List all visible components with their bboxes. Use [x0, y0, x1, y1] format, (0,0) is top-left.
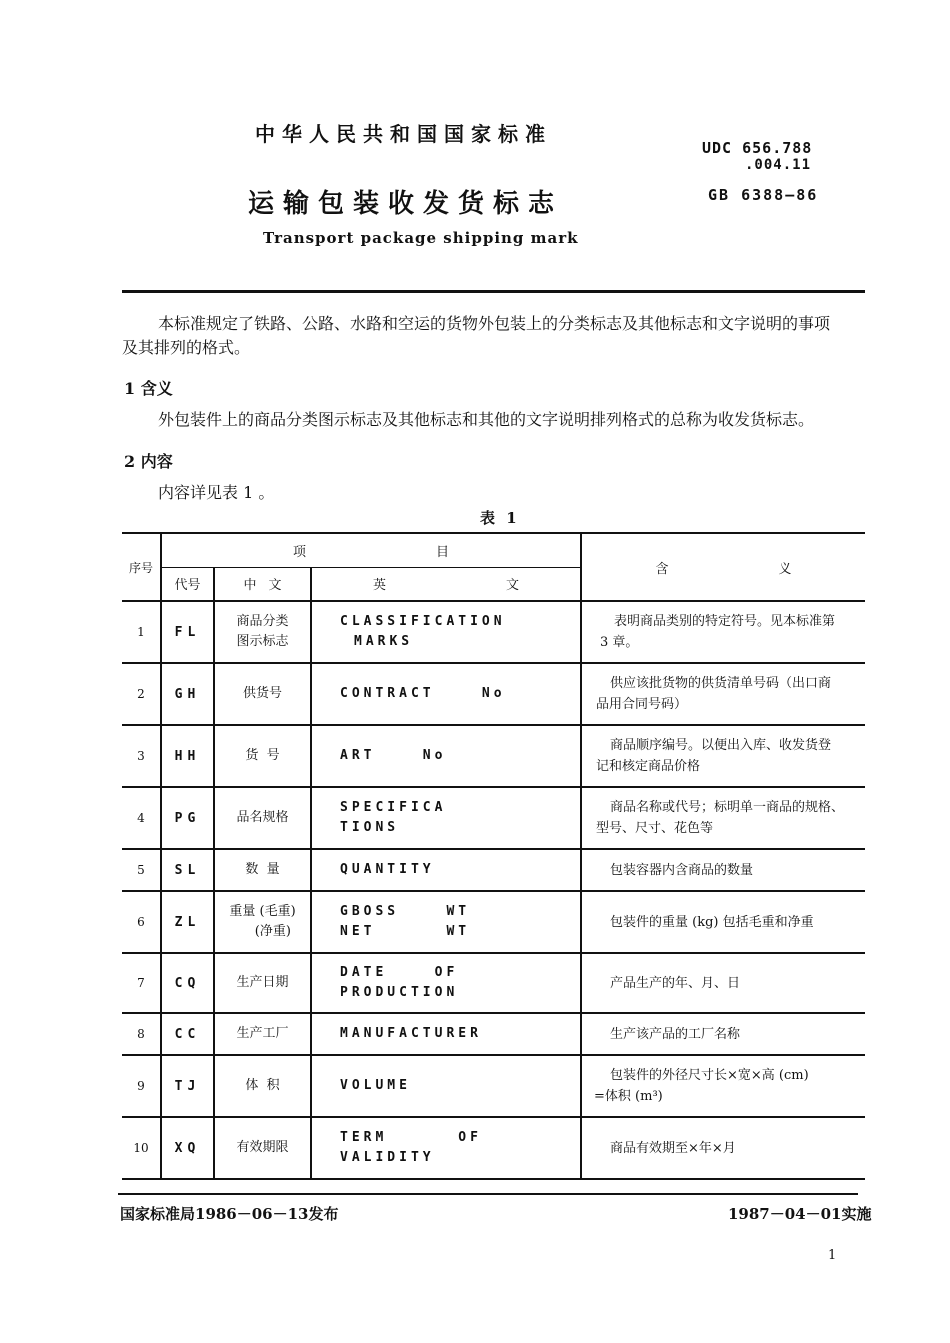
row-en: GBOSS WT NET WT: [311, 891, 581, 953]
row-seq: 6: [122, 891, 161, 953]
row-code: GH: [161, 663, 214, 725]
row-en: SPECIFICA TIONS: [311, 787, 581, 849]
row-seq: 4: [122, 787, 161, 849]
table-row: [122, 787, 865, 849]
table-row: [122, 953, 865, 1013]
row-cn: 商品分类 图示标志: [214, 601, 311, 663]
row-en: DATE OF PRODUCTION: [311, 953, 581, 1013]
row-meaning: 商品名称或代号；标明单一商品的规格、 型号、尺寸、花色等: [581, 787, 865, 849]
row-meaning: 包装件的重量 (kg) 包括毛重和净重: [581, 891, 865, 953]
row-code: FL: [161, 601, 214, 663]
shipping-mark-table: [122, 532, 865, 1180]
row-cn: 有效期限: [214, 1117, 311, 1179]
table-row: [122, 601, 865, 663]
row-meaning: 生产该产品的工厂名称: [581, 1013, 865, 1055]
row-code: PG: [161, 787, 214, 849]
udc-number: UDC 656.788: [702, 139, 813, 157]
table-row: [122, 1117, 865, 1179]
row-code: XQ: [161, 1117, 214, 1179]
row-en: CONTRACT No: [311, 663, 581, 725]
row-seq: 9: [122, 1055, 161, 1117]
table-row: [122, 849, 865, 891]
row-en: CLASSIFICATION MARKS: [311, 601, 581, 663]
row-code: TJ: [161, 1055, 214, 1117]
effective-date: 1987－04－01实施: [728, 1205, 872, 1223]
row-code: CQ: [161, 953, 214, 1013]
row-seq: 10: [122, 1117, 161, 1179]
table-row: [122, 891, 865, 953]
row-cn: 货 号: [214, 725, 311, 787]
row-code: CC: [161, 1013, 214, 1055]
udc-number-continued: .004.11: [745, 157, 812, 173]
header-cn: 中 文: [214, 567, 311, 601]
intro-paragraph: 本标准规定了铁路、公路、水路和空运的货物外包装上的分类标志及其他标志和文字说明的事项: [158, 314, 831, 333]
row-cn: 重量 (毛重) (净重): [214, 891, 311, 953]
row-code: SL: [161, 849, 214, 891]
document-title-cn: 运输包装收发货标志: [248, 189, 564, 219]
row-seq: 5: [122, 849, 161, 891]
row-cn: 供货号: [214, 663, 311, 725]
row-meaning: 商品有效期至×年×月: [581, 1117, 865, 1179]
row-en: TERM OF VALIDITY: [311, 1117, 581, 1179]
row-cn: 生产日期: [214, 953, 311, 1013]
row-meaning: 供应该批货物的供货清单号码（出口商 品用合同号码）: [581, 663, 865, 725]
row-cn: 生产工厂: [214, 1013, 311, 1055]
section-2-heading: 2 内容: [124, 452, 173, 471]
gb-number: GB 6388—86: [708, 186, 819, 204]
row-seq: 8: [122, 1013, 161, 1055]
row-en: VOLUME: [311, 1055, 581, 1117]
section-2-text: 内容详见表 1 。: [158, 483, 275, 502]
row-cn: 体 积: [214, 1055, 311, 1117]
issue-date: 国家标准局1986－06－13发布: [120, 1205, 339, 1223]
table-row: [122, 1013, 865, 1055]
row-meaning: 包装件的外径尺寸长×宽×高 (cm) =体积 (m³): [581, 1055, 865, 1117]
footer-rule: [118, 1193, 858, 1195]
row-meaning: 产品生产的年、月、日: [581, 953, 865, 1013]
section-1-heading: 1 含义: [124, 379, 173, 398]
row-meaning: 商品顺序编号。以便出入库、收发货登 记和核定商品价格: [581, 725, 865, 787]
intro-paragraph-continued: 及其排列的格式。: [122, 338, 251, 357]
row-seq: 3: [122, 725, 161, 787]
document-title-en: Transport package shipping mark: [263, 229, 579, 247]
header-seq: 序号: [122, 533, 161, 601]
header-code: 代号: [161, 567, 214, 601]
row-seq: 2: [122, 663, 161, 725]
header-meaning: 含 义: [581, 533, 865, 601]
row-meaning: 表明商品类别的特定符号。见本标准第 3 章。: [581, 601, 865, 663]
row-en: MANUFACTURER: [311, 1013, 581, 1055]
page-number: 1: [828, 1248, 837, 1263]
header-en: 英 文: [311, 567, 581, 601]
table-row: [122, 1055, 865, 1117]
header-item: 项 目: [161, 533, 581, 567]
table-row: [122, 725, 865, 787]
row-cn: 数 量: [214, 849, 311, 891]
table-caption: 表 1: [480, 509, 520, 527]
row-seq: 7: [122, 953, 161, 1013]
row-code: ZL: [161, 891, 214, 953]
row-cn: 品名规格: [214, 787, 311, 849]
row-code: HH: [161, 725, 214, 787]
section-1-text: 外包装件上的商品分类图示标志及其他标志和其他的文字说明排列格式的总称为收发货标志。: [158, 410, 815, 429]
row-en: ART No: [311, 725, 581, 787]
header-rule: [122, 290, 865, 293]
table-row: [122, 663, 865, 725]
row-seq: 1: [122, 601, 161, 663]
standard-type: 中华人民共和国国家标准: [255, 122, 552, 146]
row-meaning: 包装容器内含商品的数量: [581, 849, 865, 891]
row-en: QUANTITY: [311, 849, 581, 891]
